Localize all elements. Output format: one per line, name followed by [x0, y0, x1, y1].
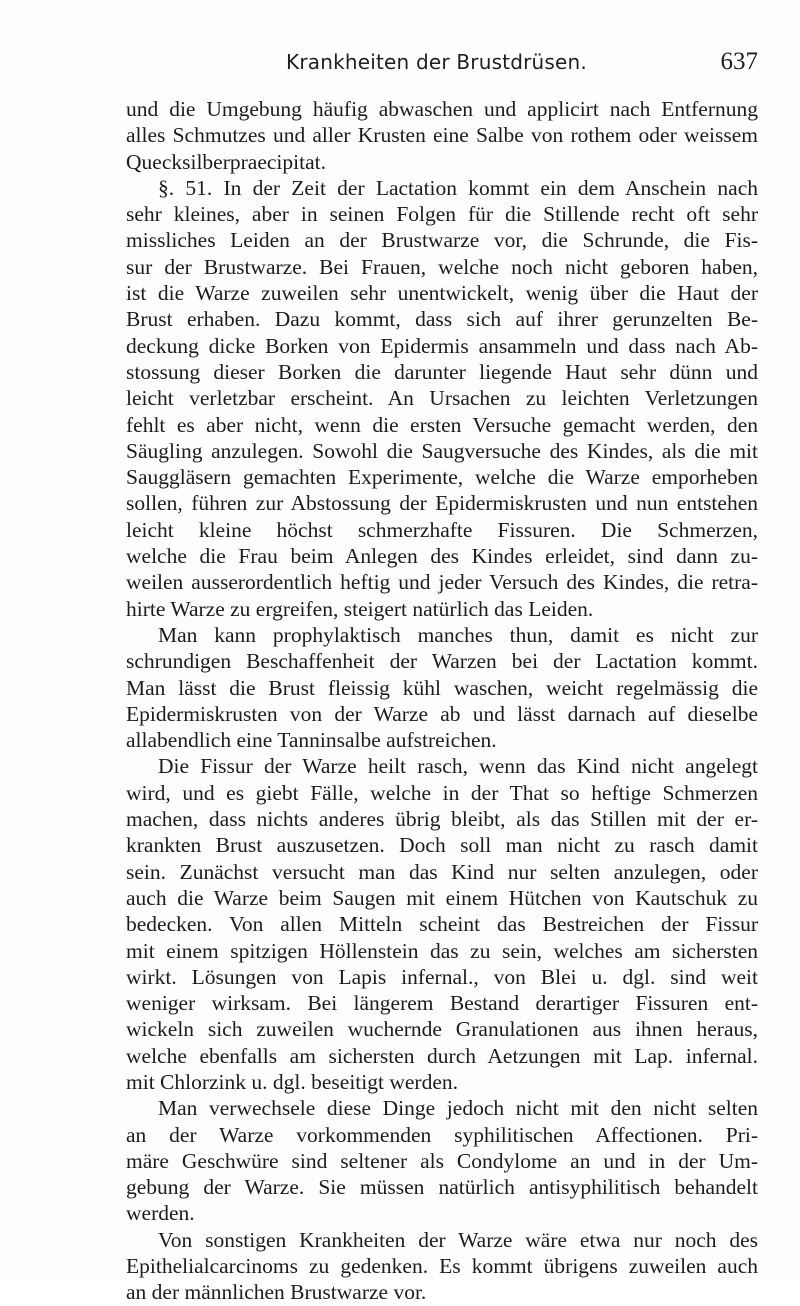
text-line: an der männlichen Brustwarze vor. [126, 1280, 427, 1305]
text-line: gebung der Warze. Sie müssen natürlich antisyphilitisch behandelt [126, 1175, 758, 1200]
text-line: wickeln sich zuweilen wuchernde Granulationen aus ihnen heraus, [126, 1017, 758, 1042]
paragraph-start-line: Man kann prophylaktisch manches thun, damit es nicht zur [158, 622, 758, 647]
text-line: weilen ausserordentlich heftig und jeder Versuch des Kindes, die retra- [126, 570, 758, 595]
text-line: deckung dicke Borken von Epidermis ansammeln und dass nach Ab- [126, 333, 758, 358]
text-line: sein. Zunächst versucht man das Kind nur selten anzulegen, oder [126, 859, 758, 884]
text-line: welche die Frau beim Anlegen des Kindes erleidet, sind dann zu- [126, 544, 758, 569]
text-line: fehlt es aber nicht, wenn die ersten Versuche gemacht werden, den [126, 412, 758, 437]
text-line: welche ebenfalls am sichersten durch Aetzungen mit Lap. infernal. [126, 1043, 758, 1068]
text-line: allabendlich eine Tanninsalbe aufstreichen. [126, 728, 497, 753]
text-line: wird, und es giebt Fälle, welche in der That so heftige Schmerzen [126, 780, 758, 805]
page-number: 637 [720, 48, 758, 75]
text-line: Epithelialcarcinoms zu gedenken. Es kommt übrigens zuweilen auch [126, 1254, 758, 1279]
text-line: sehr kleines, aber in seinen Folgen für die Stillende recht oft sehr [126, 202, 758, 227]
text-line: leicht verletzbar erscheint. An Ursachen zu leichten Verletzungen [126, 386, 758, 411]
running-header [126, 50, 758, 86]
paragraph-start-line: Von sonstigen Krankheiten der Warze wäre etwa nur noch des [158, 1227, 758, 1252]
text-line: sollen, führen zur Abstossung der Epidermiskrusten und nun entstehen [126, 491, 758, 516]
text-line: bedecken. Von allen Mitteln scheint das Bestreichen der Fissur [126, 912, 758, 937]
text-line: Sauggläsern gemachten Experimente, welche die Warze emporheben [126, 465, 758, 490]
text-line: missliches Leiden an der Brustwarze vor, die Schrunde, die Fis- [126, 228, 758, 253]
text-line: krankten Brust auszusetzen. Doch soll man nicht zu rasch damit [126, 833, 758, 858]
text-line: Man lässt die Brust fleissig kühl waschen, weicht regelmässig die [126, 675, 758, 700]
text-line: stossung dieser Borken die darunter liegende Haut sehr dünn und [126, 359, 758, 384]
text-line: sur der Brustwarze. Bei Frauen, welche noch nicht geboren haben, [126, 254, 758, 279]
text-line: wirkt. Lösungen von Lapis infernal., von Blei u. dgl. sind weit [126, 964, 758, 989]
text-line: märe Geschwüre sind seltener als Condylome an und in der Um- [126, 1148, 758, 1173]
text-line: auch die Warze beim Saugen mit einem Hütchen von Kautschuk zu [126, 885, 758, 910]
running-title: Krankheiten der Brustdrüsen. [286, 50, 587, 74]
text-line: schrundigen Beschaffenheit der Warzen bei der Lactation kommt. [126, 649, 758, 674]
text-line: an der Warze vorkommenden syphilitischen Affectionen. Pri- [126, 1122, 758, 1147]
text-line: und die Umgebung häufig abwaschen und applicirt nach Entfernung [126, 97, 758, 121]
section-start-line: §. 51. In der Zeit der Lactation kommt ein dem Anschein nach [158, 175, 758, 200]
text-line: machen, dass nichts anderes übrig bleibt, als das Stillen mit der er- [126, 807, 758, 832]
text-line: Brust erhaben. Dazu kommt, dass sich auf ihrer gerunzelten Be- [126, 307, 758, 332]
text-line: ist die Warze zuweilen sehr unentwickelt, wenig über die Haut der [126, 281, 758, 306]
text-line: werden. [126, 1201, 195, 1226]
body-text [126, 96, 758, 1306]
text-line: alles Schmutzes und aller Krusten eine Salbe von rothem oder weissem [126, 123, 758, 148]
paragraph-start-line: Die Fissur der Warze heilt rasch, wenn das Kind nicht angelegt [158, 754, 758, 779]
text-line: mit einem spitzigen Höllenstein das zu sein, welches am sichersten [126, 938, 758, 963]
text-line: leicht kleine höchst schmerzhafte Fissuren. Die Schmerzen, [126, 517, 758, 542]
text-line: weniger wirksam. Bei längerem Bestand derartiger Fissuren ent- [126, 991, 758, 1016]
text-line: Epidermiskrusten von der Warze ab und lässt darnach auf dieselbe [126, 701, 758, 726]
text-line: Säugling anzulegen. Sowohl die Saugversuche des Kindes, als die mit [126, 438, 758, 463]
text-line: Quecksilberpraecipitat. [126, 149, 326, 174]
text-line: mit Chlorzink u. dgl. beseitigt werden. [126, 1069, 459, 1094]
paragraph-start-line: Man verwechsele diese Dinge jedoch nicht mit den nicht selten [158, 1096, 758, 1121]
text-line: hirte Warze zu ergreifen, steigert natürlich das Leiden. [126, 596, 594, 621]
